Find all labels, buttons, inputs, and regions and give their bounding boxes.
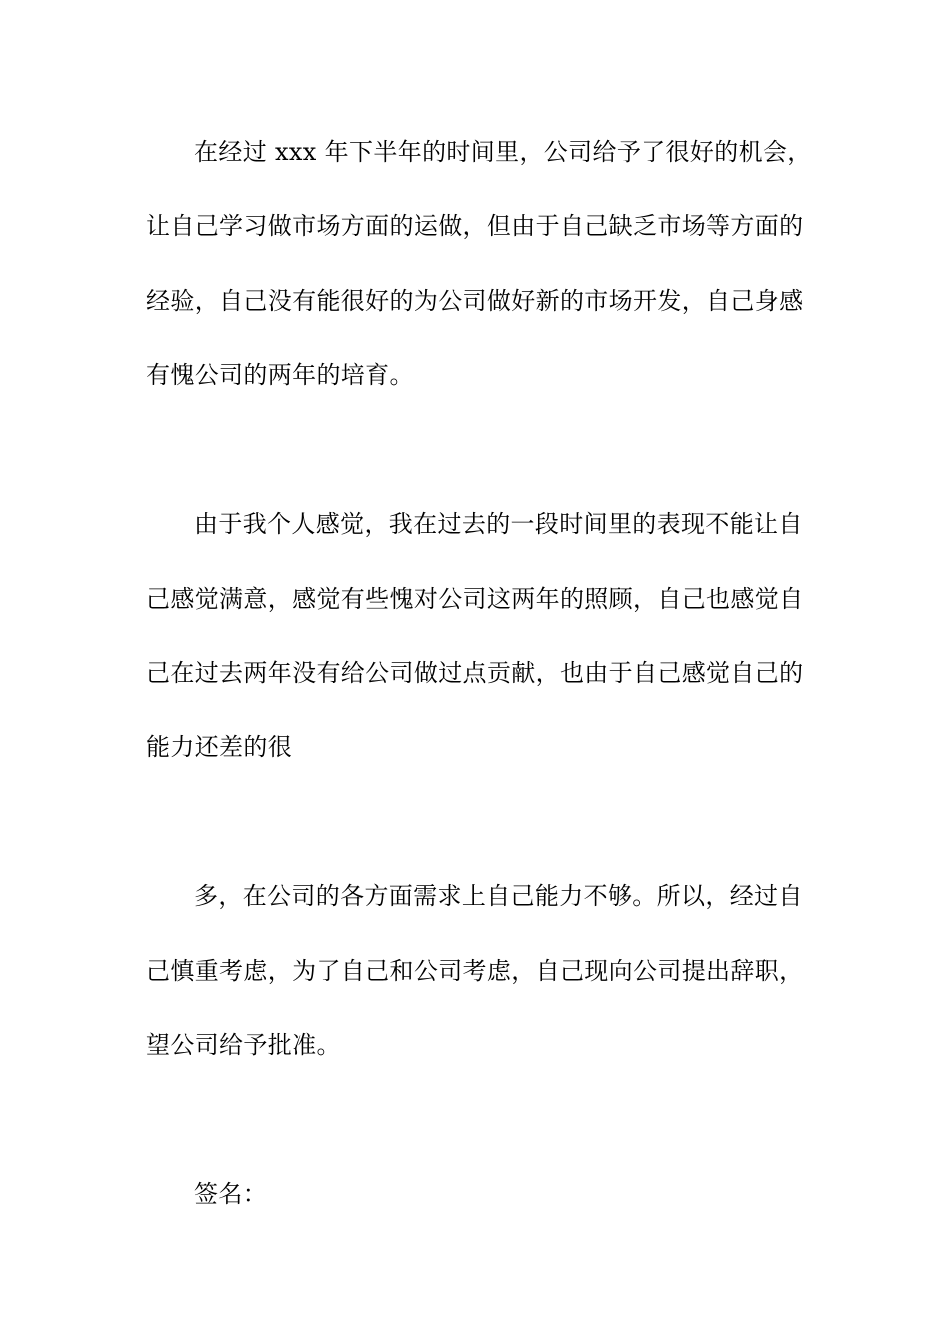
paragraph-line: 经验，自己没有能很好的为公司做好新的市场开发，自己身感 (146, 287, 804, 315)
paragraph-line: 己慎重考虑，为了自己和公司考虑，自己现向公司提出辞职， (146, 957, 804, 985)
paragraph-line: 己感觉满意，感觉有些愧对公司这两年的照顾，自己也感觉自 (146, 585, 804, 613)
paragraph-line: 能力还差的很 (146, 733, 293, 761)
paragraph-line: 多，在公司的各方面需求上自己能力不够。所以，经过自 (194, 882, 803, 910)
paragraph-line: 在经过 xxx 年下半年的时间里，公司给予了很好的机会， (194, 138, 812, 166)
paragraph-line: 让自己学习做市场方面的运做，但由于自己缺乏市场等方面的 (146, 212, 804, 240)
paragraph-line: 望公司给予批准。 (146, 1031, 341, 1059)
paragraph-line: 有愧公司的两年的培育。 (146, 361, 414, 389)
signature-label: 签名： (194, 1180, 268, 1208)
paragraph-line: 由于我个人感觉，我在过去的一段时间里的表现不能让自 (194, 510, 803, 538)
paragraph-line: 己在过去两年没有给公司做过点贡献，也由于自己感觉自己的 (146, 659, 804, 687)
